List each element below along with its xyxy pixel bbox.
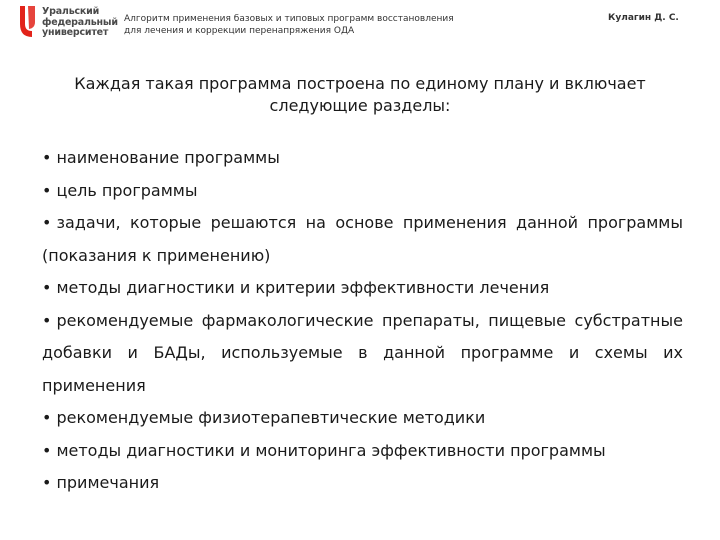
program-sections-list	[42, 142, 683, 500]
bullet-icon: •	[42, 278, 52, 297]
bullet-icon: •	[42, 310, 52, 330]
bullet-icon: •	[42, 408, 52, 427]
list-item-text: наименование программы	[56, 148, 280, 167]
list-item-text: методы диагностики и критерии эффективности лечения	[56, 278, 550, 297]
list-item-text: примечания	[56, 473, 160, 492]
urfu-emblem-icon	[18, 4, 38, 40]
list-item	[42, 142, 683, 175]
slide-header	[0, 0, 720, 46]
logo-line: федеральный	[42, 16, 118, 28]
intro-line: Каждая такая программа построена по единому плану и включает	[74, 74, 646, 93]
bullet-icon: •	[42, 213, 52, 232]
bullet-icon: •	[42, 473, 52, 492]
list-item	[42, 272, 683, 305]
list-item	[42, 207, 683, 272]
list-item	[42, 467, 683, 500]
list-item	[42, 305, 683, 403]
intro-text	[40, 73, 680, 117]
bullet-icon: •	[42, 440, 52, 460]
urfu-logo	[18, 4, 118, 42]
list-item-text: цель программы	[56, 180, 198, 200]
presentation-title	[124, 13, 544, 37]
bullet-icon: •	[42, 148, 52, 167]
list-item-text: задачи, которые решаются на основе применения данной программы (показания к применению)	[42, 213, 683, 265]
list-item	[42, 402, 683, 435]
list-item	[42, 435, 683, 468]
list-item	[42, 175, 683, 208]
bullet-icon: •	[42, 180, 52, 200]
list-item-text: рекомендуемые физиотерапевтические методики	[56, 408, 486, 427]
logo-line: Уральский	[42, 6, 100, 17]
title-line: для лечения и коррекции перенапряжения ОДА	[124, 26, 355, 36]
intro-line: следующие разделы:	[269, 96, 451, 115]
logo-text	[42, 7, 118, 39]
author-name: Кулагин Д. С.	[608, 13, 679, 23]
list-item-text: рекомендуемые фармакологические препараты, пищевые субстратные добавки и БАДы, используемые в данной программе и схемы их применения	[42, 310, 683, 395]
title-line: Алгоритм применения базовых и типовых программ восстановления	[124, 14, 454, 24]
logo-line: университет	[42, 27, 109, 38]
list-item-text: методы диагностики и мониторинга эффективности программы	[56, 440, 606, 460]
